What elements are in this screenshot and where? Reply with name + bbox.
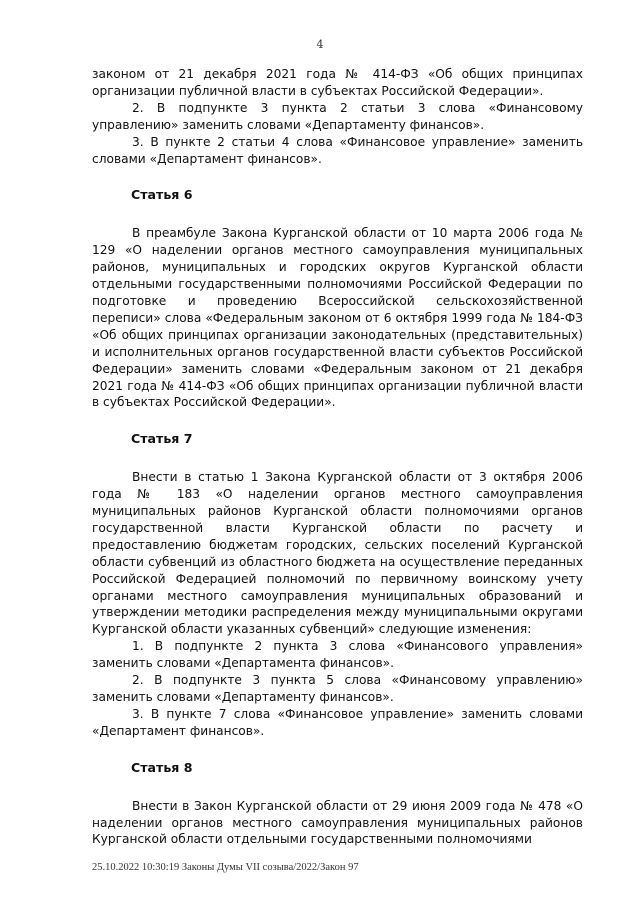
article-7-item-3: 3. В пункте 7 слова «Финансовое управление» заменить словами «Департамент финансов». xyxy=(92,706,583,738)
article-7-item-2: 2. В подпункте 3 пункта 5 слова «Финансовому управлению» заменить словами «Департаменту финансов». xyxy=(92,673,583,704)
document-body xyxy=(92,66,583,848)
article-6-paragraph: В преамбуле Закона Курганской области от 10 марта 2006 года № 129 «О наделении органов местного самоуправления муниципальных районов, муниципальных и городских округов Курганской области отдельными государственными полномочиями Российской Федерации по подготовке и проведению Всероссийской сельскохозяйственной переписи» слова «Федеральным законом от 6 октября 1999 года № 184-ФЗ «Об общих принципах организации законодательных (представительных) и исполнительных органов государственной власти субъектов Российской Федерации» заменить словами «Федеральным законом от 21 декабря 2021 года № 414-ФЗ «Об общих принципах организации публичной власти в субъектах Российской Федерации». xyxy=(92,226,583,410)
paragraph-continuation: законом от 21 декабря 2021 года № 414-ФЗ «Об общих принципах организации публичной власти в субъектах Российской Федерации». xyxy=(92,67,583,98)
article-8-paragraph: Внести в Закон Курганской области от 29 июня 2009 года № 478 «О наделении органов местного самоуправления муниципальных районов Курганской области отдельными государственными полномочиями xyxy=(92,798,583,847)
article-8-heading: Статья 8 xyxy=(131,759,193,775)
document-footer: 25.10.2022 10:30:19 Законы Думы VII созыва/2022/Закон 97 xyxy=(92,862,359,873)
page-number: 4 xyxy=(316,38,324,51)
paragraph-item-3: 3. В пункте 2 статьи 4 слова «Финансовое управление» заменить словами «Департамент финансов». xyxy=(92,134,583,166)
article-7-item-1: 1. В подпункте 2 пункта 3 слова «Финансового управления» заменить словами «Департамента финансов». xyxy=(92,639,583,671)
article-6-heading: Статья 6 xyxy=(131,187,193,203)
article-7-heading: Статья 7 xyxy=(131,431,193,447)
paragraph-item-2: 2. В подпункте 3 пункта 2 статьи 3 слова «Финансовому управлению» заменить словами «Департаменту финансов». xyxy=(92,100,583,132)
article-7-paragraph: Внести в статью 1 Закона Курганской области от 3 октября 2006 года № 183 «О наделении органов местного самоуправления муниципальных районов Курганской области полномочиями органов государственной власти Курганской области по расчету и предоставлению бюджетам городских, сельских поселений Курганской области субвенций из областного бюджета на осуществление переданных Российской Федерацией полномочий по первичному воинскому учету органами местного самоуправления муниципальных образований и утверждении методики распределения между муниципальными округами Курганской области указанных субвенций» следующие изменения: xyxy=(92,470,583,637)
